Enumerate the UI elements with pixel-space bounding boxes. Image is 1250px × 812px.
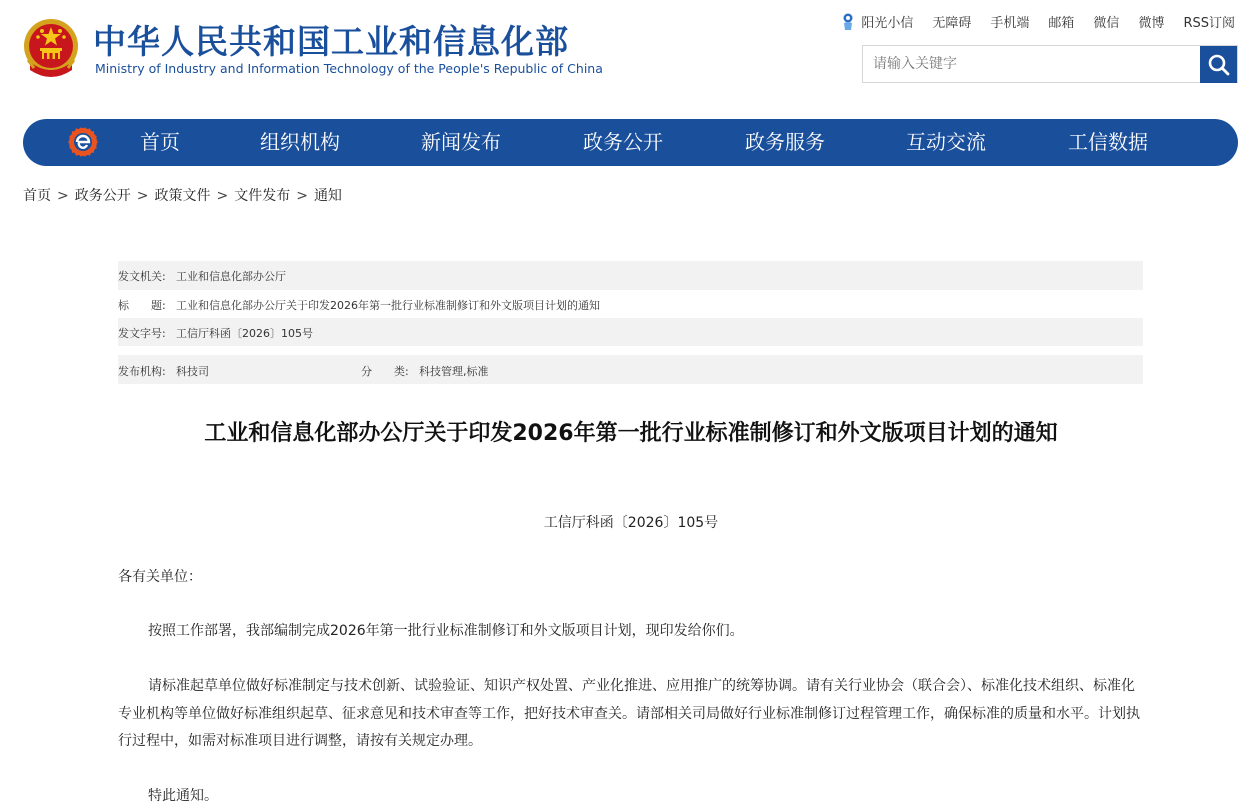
breadcrumb-policy[interactable]: 政策文件	[154, 188, 211, 204]
top-link-label: 阳光小信	[861, 16, 914, 31]
search-icon	[1208, 54, 1230, 76]
article-paragraph-1: 按照工作部署，我部编制完成2026年第一批行业标准制修订和外文版项目计划，现印发给你们。	[148, 623, 744, 639]
site-title[interactable]: 中华人民共和国工业和信息化部	[93, 22, 569, 61]
search-box	[862, 45, 1238, 83]
article-title: 工业和信息化部办公厅关于印发2026年第一批行业标准制修订和外文版项目计划的通知	[204, 421, 1058, 446]
meta-label: 标 题:	[118, 299, 166, 312]
meta-row-docno	[118, 318, 1143, 346]
meta-row-title	[118, 290, 1143, 318]
meta-row-issuer	[118, 261, 1143, 290]
top-link-wechat[interactable]: 微信	[1093, 16, 1120, 31]
top-links	[822, 12, 1235, 31]
sun-icon	[841, 13, 855, 31]
meta-label: 分 类:	[361, 365, 409, 378]
breadcrumb	[23, 185, 342, 205]
nav-item-gov-affairs[interactable]: 政务公开	[583, 130, 663, 154]
breadcrumb-release[interactable]: 文件发布	[234, 188, 291, 204]
article-doc-number: 工信厅科函〔2026〕105号	[543, 515, 719, 531]
top-link-rss[interactable]: RSS订阅	[1183, 16, 1235, 31]
breadcrumb-notice[interactable]: 通知	[313, 188, 342, 204]
meta-value-issuer: 工业和信息化部办公厅	[176, 270, 286, 283]
nav-item-gov-services[interactable]: 政务服务	[745, 130, 825, 154]
nav-item-data[interactable]: 工信数据	[1068, 130, 1148, 154]
breadcrumb-separator: >	[57, 188, 69, 204]
nav-item-interaction[interactable]: 互动交流	[906, 130, 986, 154]
meta-value-publisher: 科技司	[176, 365, 209, 378]
breadcrumb-separator: >	[216, 188, 229, 204]
nav-item-news[interactable]: 新闻发布	[421, 130, 501, 154]
top-link-mobile[interactable]: 手机端	[990, 16, 1030, 31]
breadcrumb-separator: >	[136, 188, 149, 204]
meta-value-title: 工业和信息化部办公厅关于印发2026年第一批行业标准制修订和外文版项目计划的通知	[176, 299, 600, 312]
meta-value-docno: 工信厅科函〔2026〕105号	[176, 327, 313, 340]
nav-item-home[interactable]: 首页	[140, 130, 180, 154]
miit-logo-icon[interactable]	[67, 126, 99, 158]
article-paragraph-3: 特此通知。	[148, 788, 218, 804]
search-button[interactable]	[1200, 46, 1237, 83]
top-link-email[interactable]: 邮箱	[1048, 16, 1075, 31]
search-input[interactable]	[863, 46, 1199, 82]
national-emblem-icon[interactable]	[22, 18, 80, 80]
meta-label: 发文机关:	[118, 270, 166, 283]
article-salutation: 各有关单位：	[118, 569, 202, 585]
site-header	[0, 0, 1250, 110]
main-nav	[23, 119, 1238, 166]
breadcrumb-gov-affairs[interactable]: 政务公开	[74, 188, 131, 204]
top-link-accessibility[interactable]: 无障碍	[932, 16, 972, 31]
meta-value-category: 科技管理,标准	[419, 365, 489, 378]
article-paragraph-2: 请标准起草单位做好标准制定与技术创新、试验验证、知识产权处置、产业化推进、应用推广的统筹协调。请有关行业协会（联合会）、标准化技术组织、标准化专业机构等单位做好标准组织起草、征求意见和技术审查等工作，把好技术审查关。请部相关司局做好行业标准制修订过程管理工作，确保标准的质量和水平。计划执行过程中，如需对标准项目进行调整，请按有关规定办理。	[118, 678, 1140, 749]
meta-label: 发布机构:	[118, 365, 166, 378]
meta-label: 发文字号:	[118, 327, 166, 340]
top-link-sunshine[interactable]	[841, 12, 913, 31]
nav-item-organization[interactable]: 组织机构	[260, 130, 340, 154]
breadcrumb-home[interactable]: 首页	[23, 188, 51, 204]
meta-row-publisher	[118, 355, 1143, 384]
top-link-weibo[interactable]: 微博	[1138, 16, 1165, 31]
breadcrumb-separator: >	[296, 188, 308, 204]
site-title-en: Ministry of Industry and Information Technology of the People's Republic of China	[95, 61, 603, 76]
